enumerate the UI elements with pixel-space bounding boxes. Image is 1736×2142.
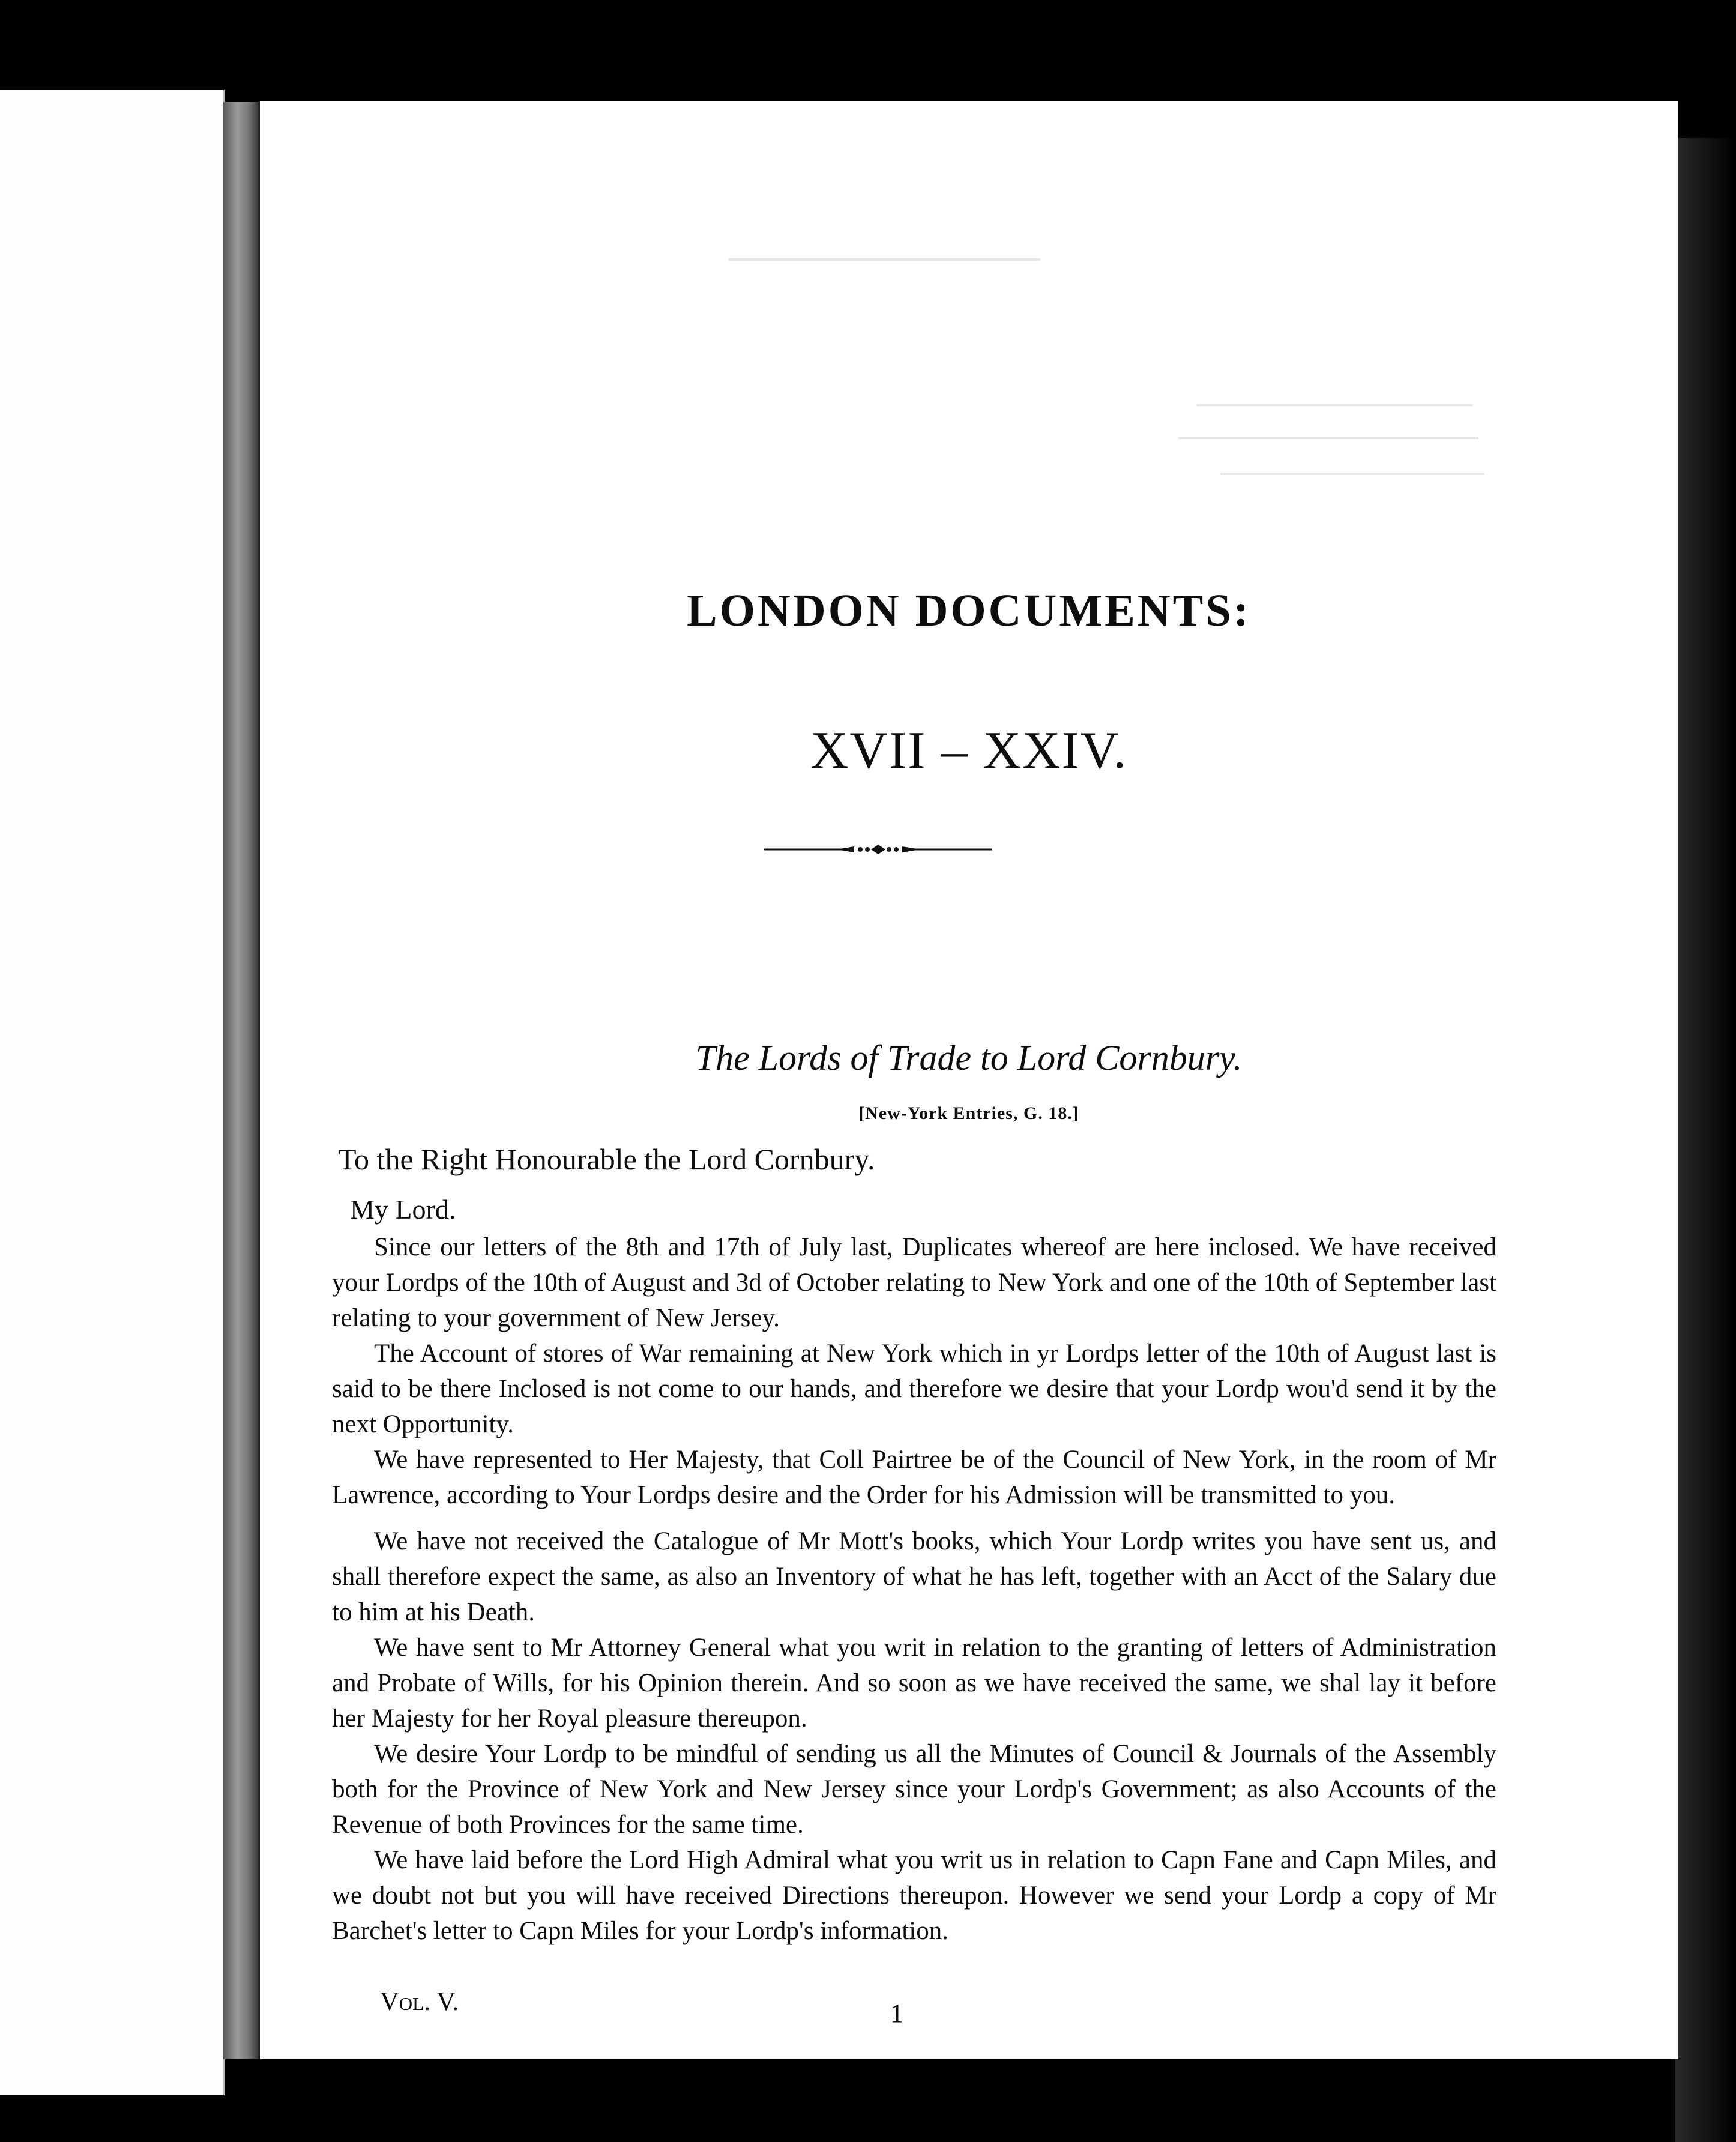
addressee-line: To the Right Honourable the Lord Cornbury. [338, 1142, 875, 1176]
source-citation: [New-York Entries, G. 18.] [858, 1103, 1079, 1123]
section-range: XVII – XXIV. [810, 722, 1128, 780]
paragraph: The Account of stores of War remaining at New York which in yr Lordps letter of the 10th of August last is said to be there Inclosed is not come to our hands, and therefore we desire that your Lordp wou'd send it by the next Opportunity. [332, 1339, 1496, 1438]
facing-page-edge [0, 90, 225, 2095]
page-number: 1 [890, 1999, 903, 2028]
document-title: The Lords of Trade to Lord Cornbury. [695, 1038, 1243, 1078]
volume-label: Vol. V. [380, 1987, 459, 2016]
paragraph: We have not received the Catalogue of Mr Mott's books, which Your Lordp writes you have sent us, and shall therefore expect the same, as also an Inventory of what he has left, together with an Acct of the Salary due to him at his Death. [332, 1527, 1496, 1626]
section-heading: LONDON DOCUMENTS: [687, 585, 1251, 636]
book-page [258, 101, 1678, 2059]
bleed-through-mark [728, 258, 1040, 261]
paragraph: We have sent to Mr Attorney General what you writ in relation to the granting of letters of Administration and Probate of Wills, for his Opinion therein. And so soon as we have received the same, we shal lay it before her Majesty for her Royal pleasure thereupon. [332, 1634, 1496, 1733]
ornament-divider [764, 840, 992, 858]
page-edge-shadow [1675, 138, 1736, 2142]
bleed-through-mark [1220, 473, 1484, 475]
bleed-through-mark [1196, 404, 1472, 406]
page-footer [380, 1986, 1521, 2028]
letter-body [332, 1133, 1496, 1949]
paragraph: We desire Your Lordp to be mindful of sending us all the Minutes of Council & Journals of the Assembly both for the Province of New York and New Jersey since your Lordp's Government; as also Accounts of the Revenue of both Provinces for the same time. [332, 1740, 1496, 1839]
salutation: My Lord. [350, 1194, 456, 1225]
book-gutter [223, 102, 258, 2059]
bleed-through-mark [1178, 437, 1478, 439]
paragraph: We have represented to Her Majesty, that Coll Pairtree be of the Council of New York, in the room of Mr Lawrence, according to Your Lordps desire and the Order for his Admission will be transmitted to you. [332, 1446, 1496, 1509]
paragraph: We have laid before the Lord High Admiral what you writ us in relation to Capn Fane and Capn Miles, and we doubt not but you will have received Directions thereupon. However we send your Lordp a copy of Mr Barchet's letter to Capn Miles for your Lordp's information. [332, 1846, 1496, 1945]
paragraph: Since our letters of the 8th and 17th of July last, Duplicates whereof are here inclosed. We have received your Lordps of the 10th of August and 3d of October relating to New York and one of the 10th of September last relating to your government of New Jersey. [332, 1233, 1496, 1332]
